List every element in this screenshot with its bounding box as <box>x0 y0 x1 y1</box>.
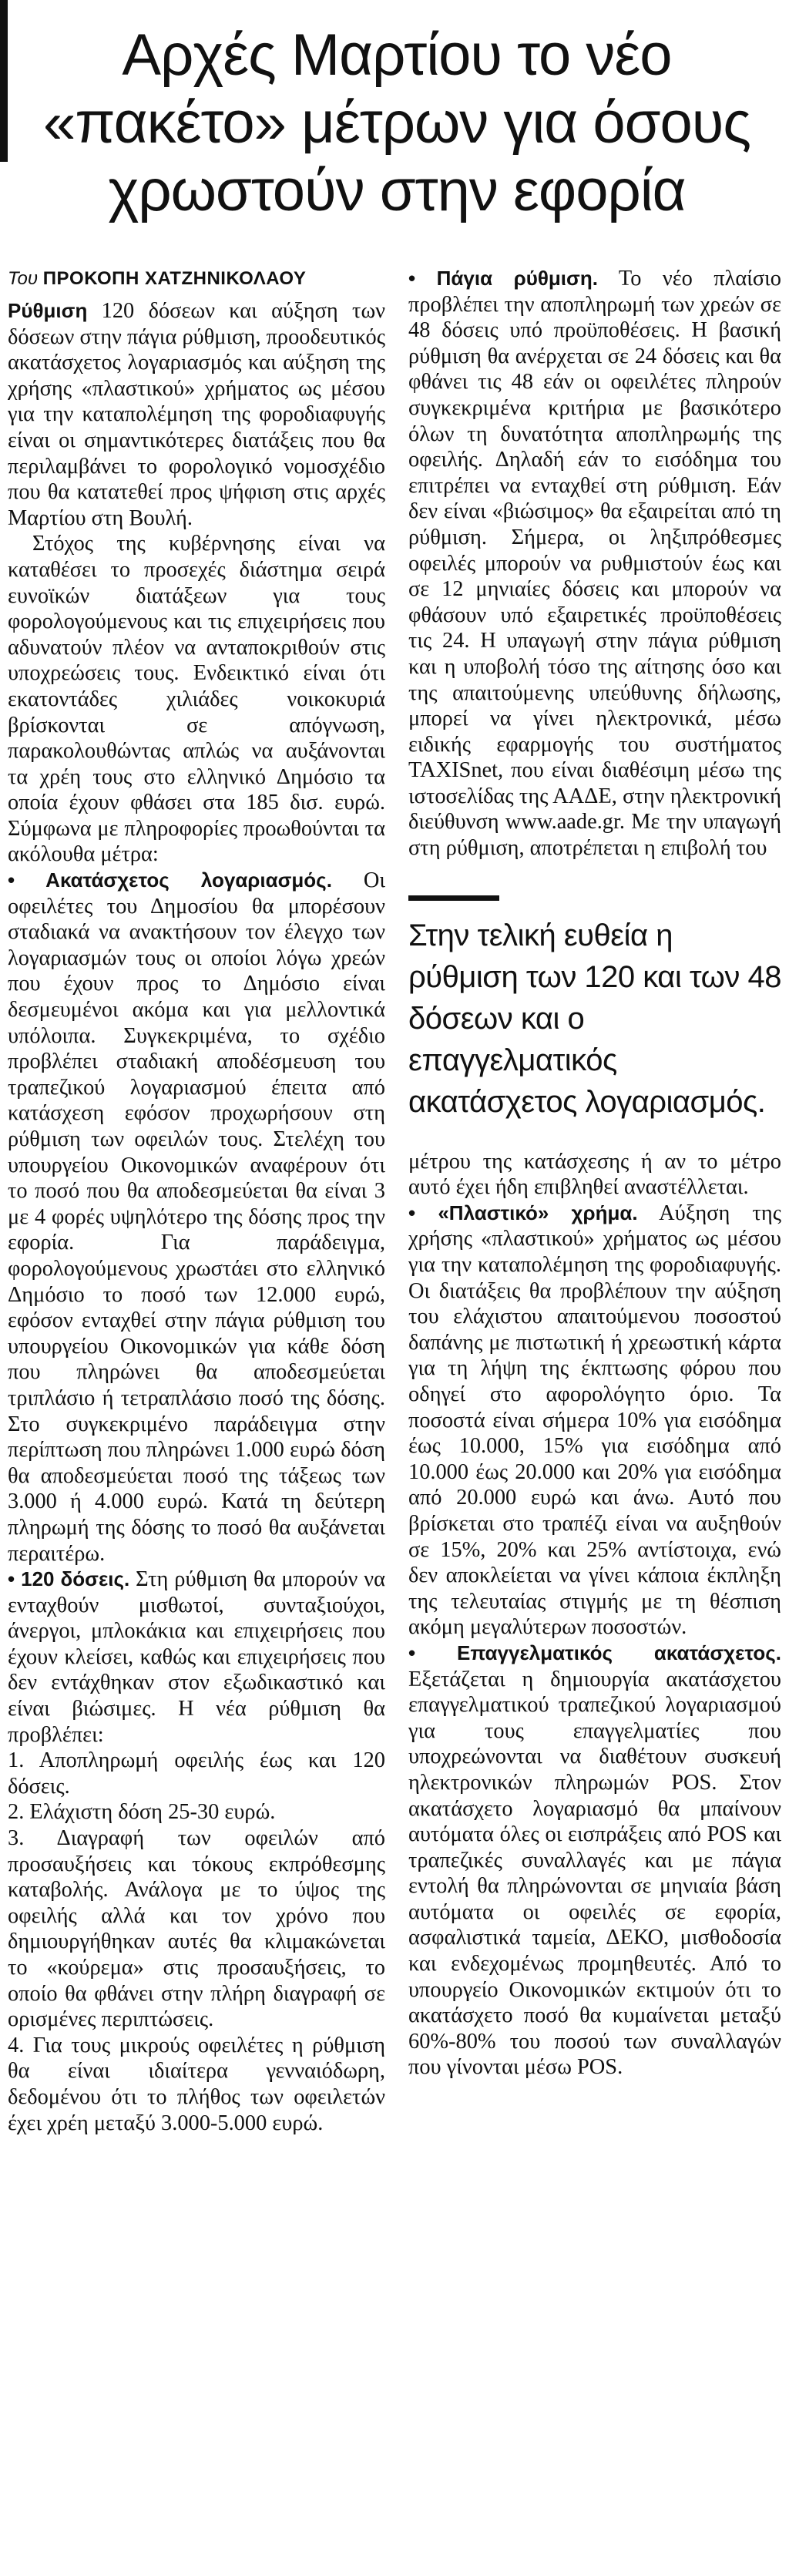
list-item: 1. Αποπληρωμή οφειλής έως και 120 δόσεις. <box>8 1748 385 1798</box>
bullet-120-installments <box>8 1567 385 1748</box>
paragraph-lead: Ρύθμιση <box>8 299 88 322</box>
list-item: 2. Ελάχιστη δόση 25-30 ευρώ. <box>8 1800 276 1825</box>
bullet-standing-arrangement <box>408 266 781 861</box>
bullet-professional-account <box>408 1641 781 2081</box>
byline-author: ΠΡΟΚΟΠΗ ΧΑΤΖΗΝΙΚΟΛΑΟΥ <box>42 268 307 289</box>
article-column-right <box>408 266 781 2081</box>
paragraph-continuation: μέτρου της κατάσχεσης ή αν το μέτρο αυτό έχει ήδη επιβληθεί αναστέλλεται. <box>408 1149 781 1200</box>
bullet-lead: • Πάγια ρύθμιση. <box>408 267 598 290</box>
article-headline: Αρχές Μαρτίου το νέο «πακέτο» μέτρων για όσους χρωστούν στην εφορία <box>43 22 750 223</box>
paragraph-goal: Στόχος της κυβέρνησης είναι να καταθέσει το προσεχές διάστημα σειρά ευνοϊκών διατάξεων για τους φορολογούμενους και τις επιχειρήσεις που αδυνατούν πλέον να ανταποκριθούν στις υποχρεώσεις τους. Ενδεικτικό είναι ότι εκατοντάδες χιλιάδες νοικοκυριά βρίσκονται σε απόγνωση, παρακολουθώντας απλώς να αυξάνονται τα χρέη τους στο ελληνικό Δημόσιο τα οποία έχουν φθάσει στα 185 δισ. ευρώ. Σύμφωνα με πληροφορίες προωθούνται τα ακόλουθα μέτρα: <box>8 532 385 867</box>
headline-rule <box>0 0 8 162</box>
paragraph-text: 120 δόσεων και αύξηση των δόσεων στην πάγια ρύθμιση, προοδευτικός ακατάσχετος λογαριασμός και αύξηση της χρήσης «πλαστικού» χρήματος ως μέσου για την καταπολέμηση της φοροδιαφυγής είναι οι σημαντικότερες διατάξεις που θα περιλαμβάνει το φορολογικό νομοσχέδιο που θα κατατεθεί προς ψήφιση στις αρχές Μαρτίου στη Βουλή. <box>8 299 385 530</box>
bullet-text: Το νέο πλαίσιο προβλέπει την αποπληρωμή των χρεών σε 48 δόσεις υπό προϋποθέσεις. Η βασική ρύθμιση θα ανέρχεται σε 24 δόσεις και θα φθάνει τις 48 εάν οι οφειλέτες πληρούν συγκεκριμένα κριτήρια με βασικότερο όλων τη δυνατότητα αποπληρωμής της οφειλής. Δηλαδή εάν το εισόδημα του επιτρέπει να ενταχθεί στη ρύθμιση. Εάν δεν είναι «βιώσιμος» θα εξαιρείται από τη ρύθμιση. Σήμερα, οι ληξιπρόθεσμες οφειλές μπορούν να ρυθμιστούν έως και σε 12 μηνιαίες δόσεις και μπορούν να φθάσουν υπό εξαιρετικές προϋποθέσεις τις 24. Η υπαγωγή στην πάγια ρύθμιση και η υποβολή τόσο της αίτησης όσο και της απαιτούμενης υπεύθυνης δήλωσης, μπορεί να γίνει ηλεκτρονικά, μέσω ειδικής εφαρμογής του συστήματος TAXISnet, που είναι διαθέσιμη μέσω της ιστοσελίδας της ΑΑΔΕ, στην ηλεκτρονική διεύθυνση www.aade.gr. Με την υπαγωγή στη ρύθμιση, αποτρέπεται η επιβολή του <box>408 267 781 861</box>
bullet-lead: • Ακατάσχετος λογαριασμός. <box>8 868 332 892</box>
bullet-lead: • «Πλαστικό» χρήμα. <box>408 1201 638 1224</box>
list-item: 3. Διαγραφή των οφειλών από προσαυξήσεις και τόκους εκπρόθεσμης καταβολής. Ανάλογα με το ύψος της οφειλής αλλά και τον χρόνο που δημιουργήθηκαν αυτές θα κλιμακώνεται το «κούρεμα» στις προσαυξήσεις, το οποίο θα φθάνει στην πλήρη διαγραφή σε ορισμένες περιπτώσεις. <box>8 1826 385 2032</box>
list-item: 4. Για τους μικρούς οφειλέτες η ρύθμιση θα είναι ιδιαίτερα γενναιόδωρη, δεδομένου ότι το πλήθος των οφειλετών έχει χρέη μεταξύ 3.000-5.000 ευρώ. <box>8 2033 385 2135</box>
byline <box>8 266 385 292</box>
bullet-seizure-account <box>8 868 385 1567</box>
pull-quote-text: Στην τελική ευθεία η ρύθμιση των 120 και των 48 δόσεων και ο επαγγελματικός ακατάσχετος λογαριασμός. <box>408 918 781 1119</box>
bullet-text: Οι οφειλέτες του Δημοσίου θα μπορέσουν σταδιακά να ανακτήσουν τον έλεγχο των λογαριασμών τους οι οποίοι λόγω χρεών που έχουν προς το Δημόσιο είναι δεσμευμένοι ακόμα και για μελλοντικά υπόλοιπα. Συγκεκριμένα, το σχέδιο προβλέπει σταδιακή αποδέσμευση του τραπεζικού λογαριασμού έπειτα από κατάσχεση εφόσον προχωρήσουν στη ρύθμιση των οφειλών τους. Στελέχη του υπουργείου Οικονομικών αναφέρουν ότι το ποσό που θα αποδεσμεύεται θα είναι 3 με 4 φορές υψηλότερο της δόσης προς την εφορία. Για παράδειγμα, φορολογούμενους χρωστάει στο ελληνικό Δημόσιο το ποσό των 12.000 ευρώ, εφόσον ενταχθεί στην πάγια ρύθμιση του υπουργείου Οικονομικών για κάθε δόση που πληρώνει θα αποδεσμεύεται τριπλάσιο ή τετραπλάσιο ποσό της δόσης. Στο συγκεκριμένο παράδειγμα στην περίπτωση που πληρώνει 1.000 ευρώ δόση θα αποδεσμεύεται ποσό της τάξεως των 3.000 ή 4.000 ευρώ. Κατά τη δεύτερη πληρωμή της δόσης το ποσό θα αυξάνεται περαιτέρω. <box>8 868 385 1566</box>
bullet-lead: • Επαγγελματικός ακατάσχετος. <box>408 1641 781 1664</box>
pull-quote-rule <box>408 895 499 901</box>
article-column-left <box>8 266 385 2136</box>
pull-quote <box>408 895 781 1123</box>
bullet-lead: • 120 δόσεις. <box>8 1567 130 1591</box>
bullet-text: Αύξηση της χρήσης «πλαστικού» χρήματος ως μέσου για την καταπολέμηση της φοροδιαφυγής. Οι διατάξεις θα προβλέπουν την αύξηση του ελάχιστου απαιτούμενου ποσοστού δαπάνης με πιστωτική ή χρεωστική κάρτα για τη λήψη της έκπτωσης φόρου που οδηγεί στο αφορολόγητο όριο. Τα ποσοστά είναι σήμερα 10% για εισόδημα έως 10.000, 15% για εισόδημα από 10.000 έως 20.000 και 20% για εισόδημα από 20.000 ευρώ και άνω. Αυτό που βρίσκεται στο τραπέζι είναι να αυξηθούν σε 15%, 20% και 25% αντίστοιχα, ενώ δεν αποκλείεται να γίνει κάποια έκπληξη της τελευταίας στιγμής με τη θέσπιση ακόμη μεγαλύτερων ποσοστών. <box>408 1201 781 1640</box>
byline-prefix: Του <box>8 268 39 289</box>
bullet-text: Εξετάζεται η δημιουργία ακατάσχετου επαγγελματικού τραπεζικού λογαριασμού για τους επαγγελματίες που υποχρεώνονται να διαθέτουν συσκευή ηλεκτρονικών πληρωμών POS. Στον ακατάσχετο λογαριασμό θα μπαίνουν αυτόματα όλες οι εισπράξεις από POS και τραπεζικές συναλλαγές και με πάγια εντολή θα πληρώνονται σε μηνιαία βάση αυτόματα οι οφειλές σε εφορία, ασφαλιστικά ταμεία, ΔΕΚΟ, μισθοδοσία και ενδεχομένως προμηθευτές. Από το υπουργείο Οικονομικών εκτιμούν ότι το ακατάσχετο ποσό θα κυμαίνεται μεταξύ 60%-80% του ποσού των συναλλαγών που γίνονται μέσω POS. <box>408 1667 781 2080</box>
bullet-plastic-money <box>408 1201 781 1641</box>
bullet-text: Στη ρύθμιση θα μπορούν να ενταχθούν μισθωτοί, συνταξιούχοι, άνεργοι, μπλοκάκια και επιχειρήσεις που έχουν κλείσει, καθώς και επιχειρήσεις που δεν εντάχθηκαν στον εξωδικαστικό και είναι βιώσιμες. Η νέα ρύθμιση θα προβλέπει: <box>8 1567 385 1747</box>
paragraph-intro <box>8 298 385 531</box>
